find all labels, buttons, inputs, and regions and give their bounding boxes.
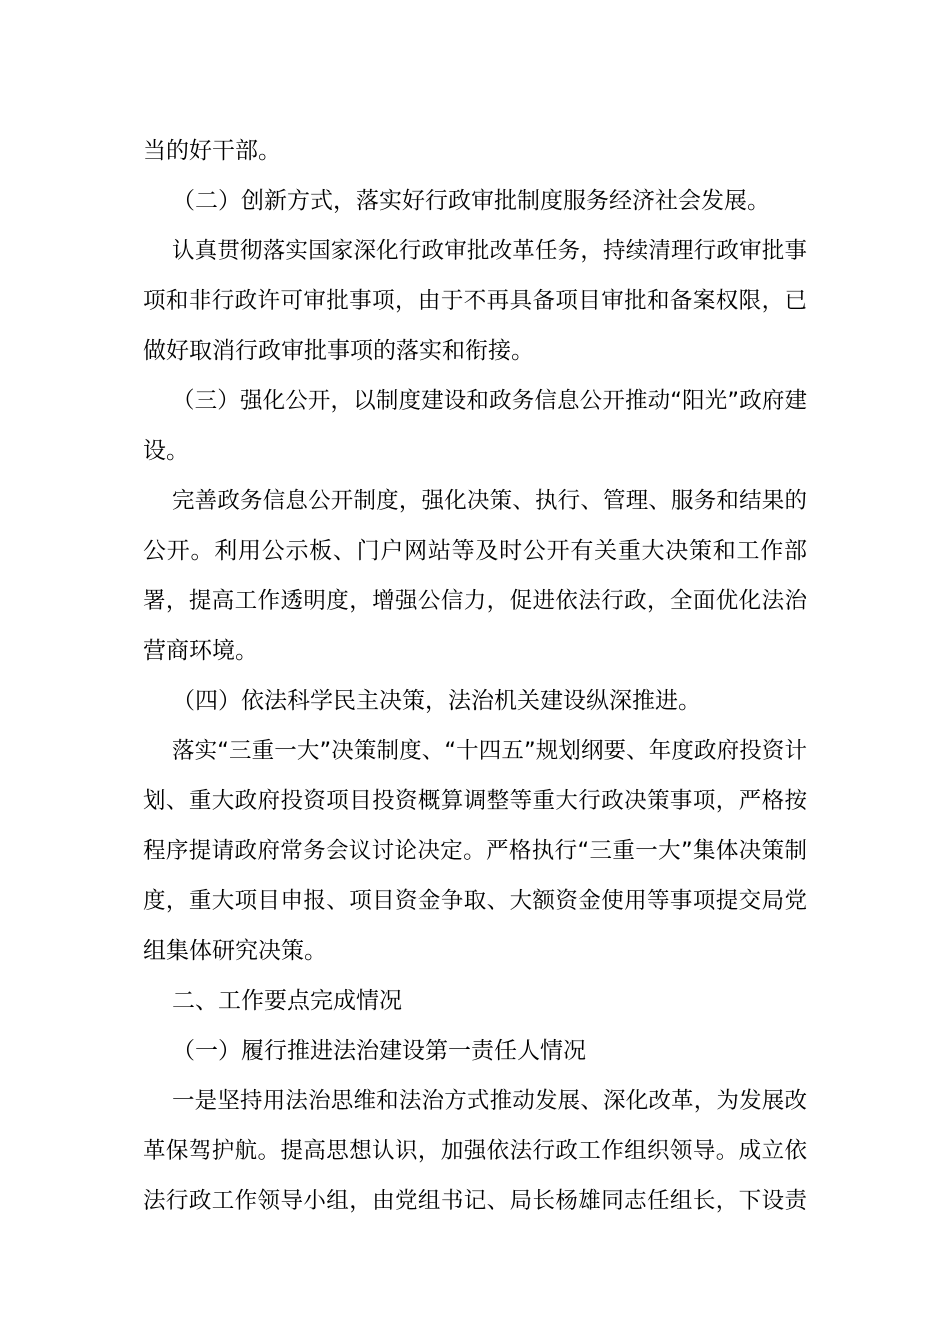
section-heading: （四）依法科学民主决策，法治机关建设纵深推进。 [172, 688, 701, 714]
chapter-heading: 二、工作要点完成情况 [172, 988, 402, 1014]
paragraph-line: 革保驾护航。提高思想认识，加强依法行政工作组织领导。成立依 [143, 1138, 807, 1164]
paragraph-line: 认真贯彻落实国家深化行政审批改革任务，持续清理行政审批事 [172, 238, 807, 264]
paragraph-line: 做好取消行政审批事项的落实和衔接。 [143, 338, 534, 364]
section-heading: （二）创新方式，落实好行政审批制度服务经济社会发展。 [172, 188, 770, 214]
section-heading: （一）履行推进法治建设第一责任人情况 [172, 1038, 586, 1064]
paragraph-line: 项和非行政许可审批事项，由于不再具备项目审批和备案权限，已 [143, 288, 807, 314]
section-heading-continuation: 设。 [143, 438, 189, 464]
paragraph-line: 组集体研究决策。 [143, 938, 327, 964]
section-heading: （三）强化公开，以制度建设和政务信息公开推动“阳光”政府建 [172, 388, 807, 414]
paragraph-line: 划、重大政府投资项目投资概算调整等重大行政决策事项，严格按 [143, 788, 807, 814]
paragraph-line: 营商环境。 [143, 638, 258, 664]
paragraph-line: 度，重大项目申报、项目资金争取、大额资金使用等事项提交局党 [143, 888, 807, 914]
paragraph-line: 完善政务信息公开制度，强化决策、执行、管理、服务和结果的 [172, 488, 807, 514]
paragraph-line: 署，提高工作透明度，增强公信力，促进依法行政，全面优化法治 [143, 588, 807, 614]
paragraph-line: 一是坚持用法治思维和法治方式推动发展、深化改革，为发展改 [172, 1088, 807, 1114]
paragraph-line: 公开。利用公示板、门户网站等及时公开有关重大决策和工作部 [143, 538, 807, 564]
paragraph-line: 落实“三重一大”决策制度、“十四五”规划纲要、年度政府投资计 [172, 738, 807, 764]
paragraph-line: 当的好干部。 [143, 138, 281, 164]
paragraph-line: 法行政工作领导小组，由党组书记、局长杨雄同志任组长，下设责 [143, 1188, 807, 1214]
paragraph-line: 程序提请政府常务会议讨论决定。严格执行“三重一大”集体决策制 [143, 838, 807, 864]
